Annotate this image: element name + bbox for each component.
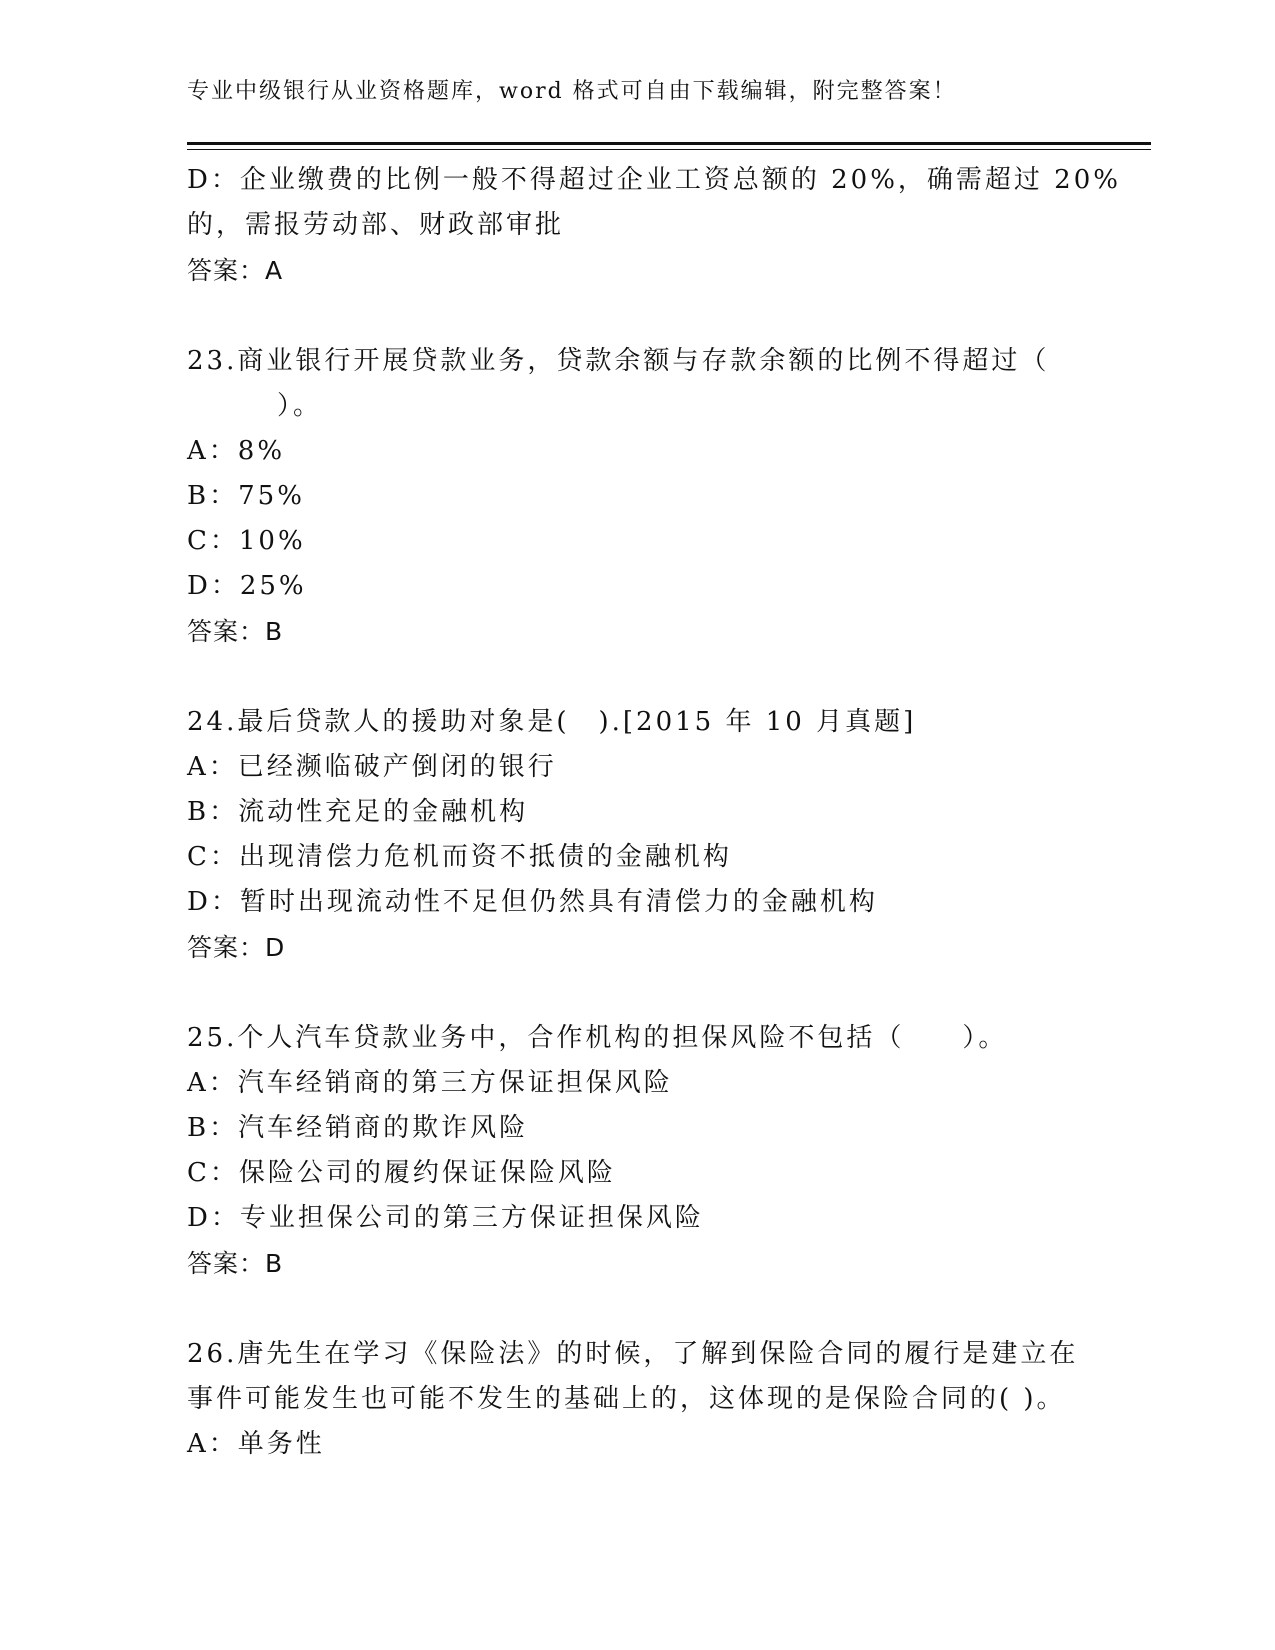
q24-option-d: D：暂时出现流动性不足但仍然具有清偿力的金融机构 xyxy=(187,887,878,917)
q24-stem: 24.最后贷款人的援助对象是( ).[2015 年 10 月真题] xyxy=(187,707,917,737)
question-content xyxy=(187,158,1121,1467)
q23-stem-line2: ）。 xyxy=(277,391,323,421)
header-rule-thin xyxy=(187,149,1151,150)
q24-answer: 答案：D xyxy=(187,933,286,962)
q24-option-a: A：已经濒临破产倒闭的银行 xyxy=(187,752,557,782)
q25-option-d: D：专业担保公司的第三方保证担保风险 xyxy=(187,1203,704,1233)
prev-option-d-line2: 的，需报劳动部、财政部审批 xyxy=(187,210,565,240)
header-rule-thick xyxy=(187,142,1151,145)
q23-option-d: D：25% xyxy=(187,571,307,601)
q26-stem-line1: 26.唐先生在学习《保险法》的时候，了解到保险合同的履行是建立在 xyxy=(187,1339,1079,1369)
q25-stem: 25.个人汽车贷款业务中，合作机构的担保风险不包括（ ）。 xyxy=(187,1023,1008,1053)
page-header: 专业中级银行从业资格题库，word 格式可自由下载编辑，附完整答案！ xyxy=(187,79,957,104)
q23-stem-line1: 23.商业银行开展贷款业务，贷款余额与存款余额的比例不得超过（ xyxy=(187,346,1050,376)
q25-option-a: A：汽车经销商的第三方保证担保风险 xyxy=(187,1068,673,1098)
q23-answer: 答案：B xyxy=(187,617,284,646)
q24-option-c: C：出现清偿力危机而资不抵债的金融机构 xyxy=(187,842,732,872)
q25-option-c: C：保险公司的履约保证保险风险 xyxy=(187,1158,616,1188)
prev-option-d-line1: D：企业缴费的比例一般不得超过企业工资总额的 20%，确需超过 20% xyxy=(187,165,1121,195)
q26-option-a: A：单务性 xyxy=(187,1429,325,1459)
q23-option-c: C：10% xyxy=(187,526,306,556)
q26-stem-line2: 事件可能发生也可能不发生的基础上的，这体现的是保险合同的( )。 xyxy=(187,1384,1066,1414)
q25-answer: 答案：B xyxy=(187,1249,284,1278)
q25-option-b: B：汽车经销商的欺诈风险 xyxy=(187,1113,529,1143)
q23-option-b: B：75% xyxy=(187,481,305,511)
q23-option-a: A：8% xyxy=(187,436,286,466)
prev-answer: 答案：A xyxy=(187,256,284,285)
q24-option-b: B：流动性充足的金融机构 xyxy=(187,797,529,827)
